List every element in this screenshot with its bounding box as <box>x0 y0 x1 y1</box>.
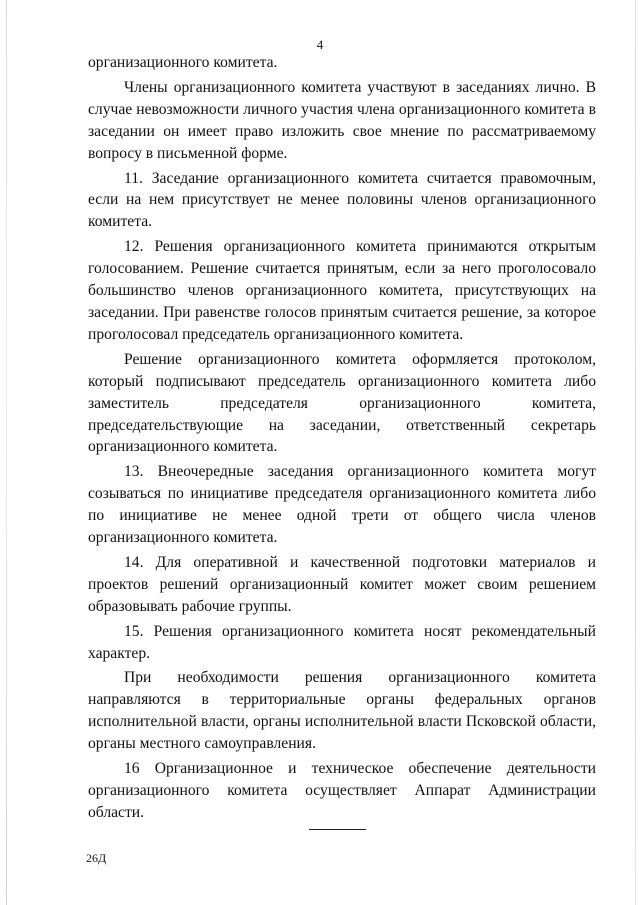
closing-separator-line <box>309 829 366 830</box>
footer-document-code: 26Д <box>86 851 107 865</box>
paragraph-item-13: 13. Внеочередные заседания организационного комитета могут созываться по инициативе председателя организационного комитета либо по инициативе не менее одной трети от общего числа членов организационного комитета. <box>88 463 596 547</box>
paragraph-continuation: организационного комитета. <box>88 54 278 71</box>
paragraph-item-14: 14. Для оперативной и качественной подготовки материалов и проектов решений организационный комитет может своим решением образовывать рабочие группы. <box>88 553 596 615</box>
paragraph-item-12: 12. Решения организационного комитета принимаются открытым голосованием. Решение считается принятым, если за него проголосовало большинство членов организационного комитета, присутствующих на заседании. При равенстве голосов принятым считается решение, за которое проголосовал председатель организационного комитета. <box>88 238 596 343</box>
paragraph-item-16: 16 Организационное и техническое обеспечение деятельности организационного комитета осуществляет Аппарат Администрации области. <box>88 760 596 821</box>
paragraph-decisions-sent: При необходимости решения организационного комитета направляются в территориальные органы федеральных органов исполнительной власти, органы исполнительной власти Псковской области, органы местного самоуправления. <box>88 669 596 753</box>
paragraph-protocol: Решение организационного комитета оформляется протоколом, который подписывают председатель организационного комитета либо заместитель председателя организационного комитета, председательствующие на заседании, ответственный секретарь организационного комитета. <box>88 350 596 456</box>
page-number: 4 <box>316 37 324 52</box>
scan-edge-left <box>6 0 7 905</box>
paragraph-members-attendance: Члены организационного комитета участвуют в заседаниях лично. В случае невозможности личного участия члена организационного комитета в заседании он имеет право изложить свое мнение по рассматриваемому вопросу в письменной форме. <box>88 78 596 162</box>
document-body <box>88 52 596 824</box>
paragraph-item-15: 15. Решения организационного комитета носят рекомендательный характер. <box>88 622 596 662</box>
scan-edge-right <box>635 0 636 905</box>
paragraph-item-11: 11. Заседание организационного комитета считается правомочным, если на нем присутствует не менее половины членов организационного комитета. <box>88 169 596 231</box>
